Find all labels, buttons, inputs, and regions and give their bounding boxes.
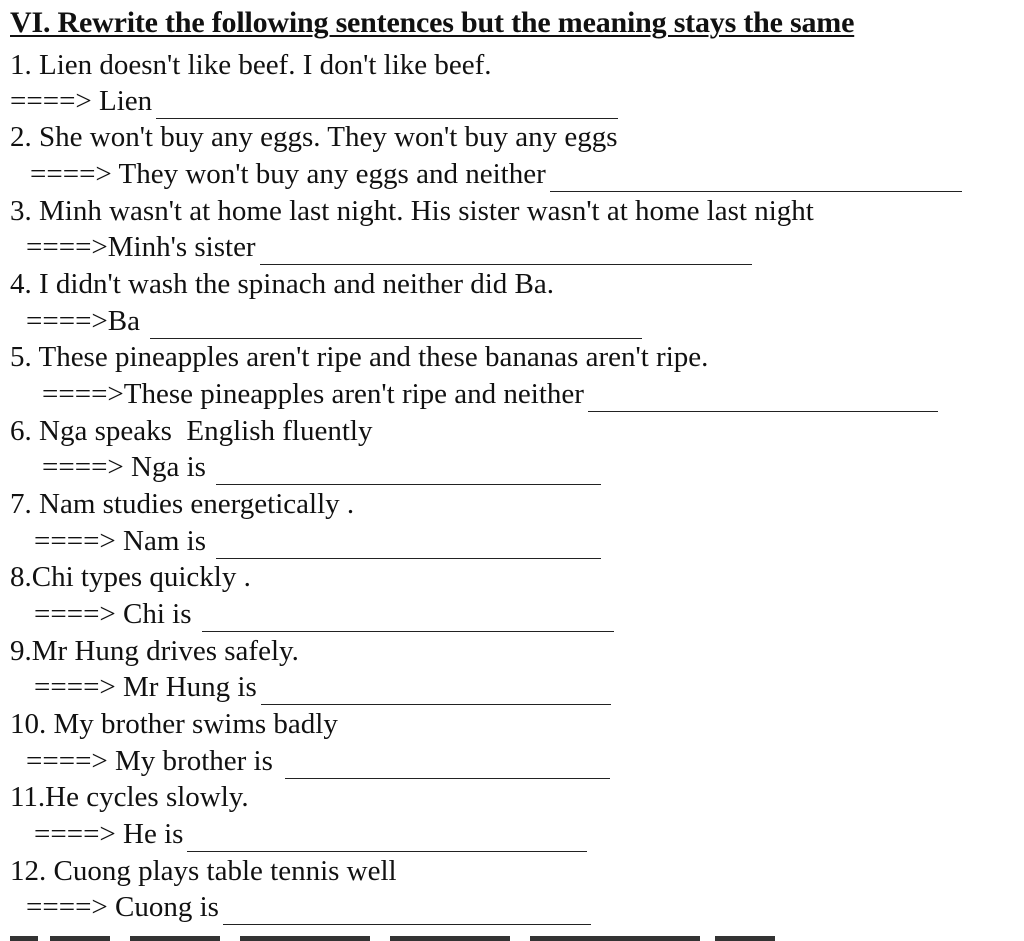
sentence-text: 11.He cycles slowly. xyxy=(10,781,249,813)
answer-line-12 xyxy=(26,889,591,925)
answer-blank[interactable] xyxy=(202,601,614,632)
answer-line-7 xyxy=(34,523,601,559)
exercise-sentence-8 xyxy=(10,559,251,595)
answer-prefix: ====> He is xyxy=(34,818,184,850)
sentence-text: 10. My brother swims badly xyxy=(10,708,338,740)
sentence-text: 1. Lien doesn't like beef. I don't like beef. xyxy=(10,49,492,81)
sentence-text: 9.Mr Hung drives safely. xyxy=(10,635,299,667)
answer-prefix: ====>Minh's sister xyxy=(26,231,256,263)
answer-prefix: ====> Chi is xyxy=(34,598,192,630)
answer-blank[interactable] xyxy=(187,821,587,852)
cut-off-next-line xyxy=(0,932,1024,941)
answer-prefix: ====> They won't buy any eggs and neither xyxy=(30,158,546,190)
sentence-text: 4. I didn't wash the spinach and neither did Ba. xyxy=(10,268,555,300)
answer-blank[interactable] xyxy=(285,748,610,779)
answer-line-6 xyxy=(42,449,601,485)
answer-blank[interactable] xyxy=(588,381,938,412)
answer-line-8 xyxy=(34,596,614,632)
sentence-text: 3. Minh wasn't at home last night. His sister wasn't at home last night xyxy=(10,195,814,227)
answer-blank[interactable] xyxy=(150,308,642,339)
sentence-text: 12. Cuong plays table tennis well xyxy=(10,855,397,887)
answer-line-9 xyxy=(34,669,611,705)
answer-blank[interactable] xyxy=(156,88,618,119)
exercise-sentence-2 xyxy=(10,119,618,155)
answer-blank[interactable] xyxy=(260,234,752,265)
answer-blank[interactable] xyxy=(216,454,601,485)
exercise-sentence-6 xyxy=(10,413,372,449)
answer-prefix: ====> Nam is xyxy=(34,525,206,557)
answer-line-11 xyxy=(34,816,587,852)
answer-prefix: ====>Ba xyxy=(26,305,140,337)
exercise-sentence-10 xyxy=(10,706,338,742)
answer-line-1 xyxy=(10,83,618,119)
exercise-sentence-1 xyxy=(10,47,492,83)
answer-prefix: ====> Cuong is xyxy=(26,891,219,923)
answer-prefix: ====> My brother is xyxy=(26,745,273,777)
answer-blank[interactable] xyxy=(216,528,601,559)
answer-line-10 xyxy=(26,743,610,779)
answer-prefix: ====> Nga is xyxy=(42,451,206,483)
exercise-sentence-12 xyxy=(10,853,397,889)
sentence-text: 6. Nga speaks English fluently xyxy=(10,415,373,447)
sentence-text: 5. These pineapples aren't ripe and these bananas aren't ripe. xyxy=(10,341,709,373)
answer-blank[interactable] xyxy=(261,674,611,705)
answer-blank[interactable] xyxy=(223,894,591,925)
exercise-sentence-7 xyxy=(10,486,354,522)
answer-line-2 xyxy=(30,156,962,192)
exercise-sentence-3 xyxy=(10,193,814,229)
answer-prefix: ====> Lien xyxy=(10,85,153,117)
answer-blank[interactable] xyxy=(550,161,962,192)
sentence-text: 7. Nam studies energetically . xyxy=(10,488,355,520)
sentence-text: 2. She won't buy any eggs. They won't buy any eggs xyxy=(10,121,618,153)
answer-line-5 xyxy=(42,376,938,412)
answer-prefix: ====> Mr Hung is xyxy=(34,671,257,703)
exercise-sentence-5 xyxy=(10,339,708,375)
exercise-sentence-9 xyxy=(10,633,299,669)
exercise-title: VI. Rewrite the following sentences but the meaning stays the same xyxy=(10,6,855,39)
answer-line-3 xyxy=(26,229,752,265)
exercise-sentence-4 xyxy=(10,266,554,302)
answer-line-4 xyxy=(26,303,642,339)
answer-prefix: ====>These pineapples aren't ripe and neither xyxy=(42,378,584,410)
exercise-sentence-11 xyxy=(10,779,249,815)
sentence-text: 8.Chi types quickly . xyxy=(10,561,251,593)
